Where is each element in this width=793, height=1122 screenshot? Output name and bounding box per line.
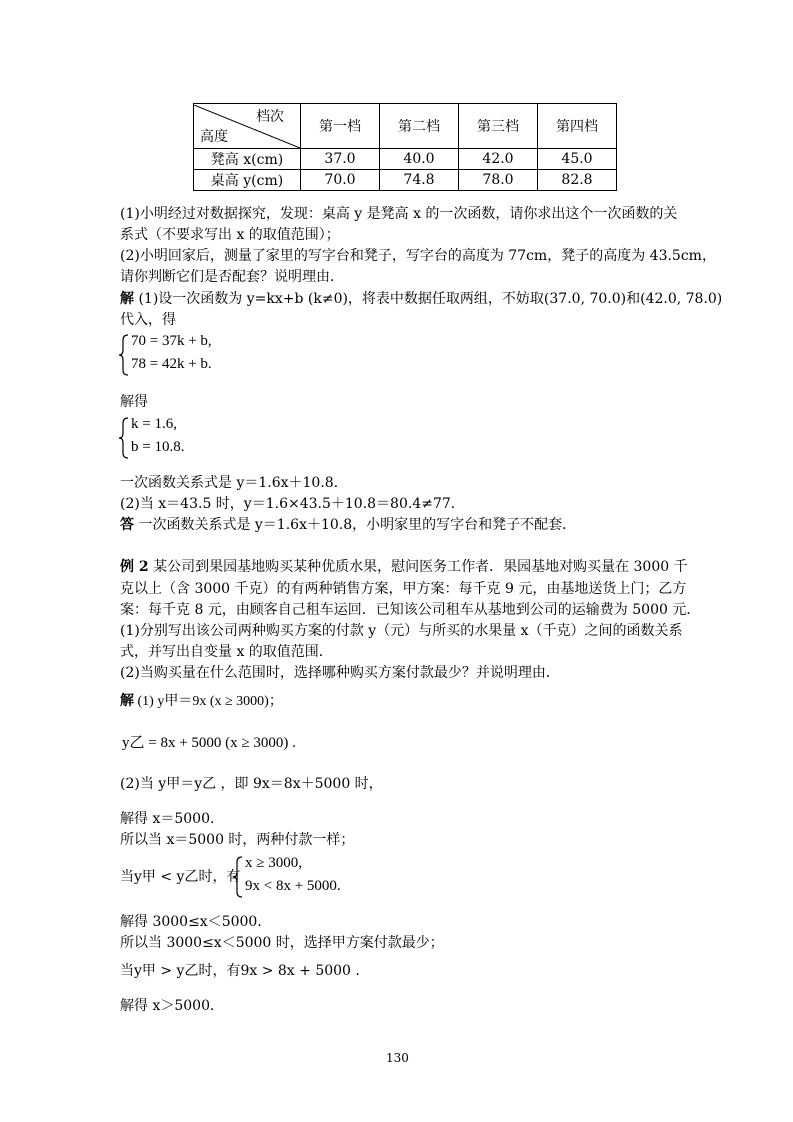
table-header: 第四档	[538, 104, 617, 149]
solution2-label: 解	[120, 693, 134, 709]
table-cell: 78.0	[459, 170, 538, 191]
left-brace	[118, 334, 130, 376]
table-cell: 74.8	[380, 170, 459, 191]
solution-label: 解	[120, 291, 134, 307]
system2-equation2: b = 10.8.	[131, 439, 185, 455]
system3-equation2: 9x < 8x + 5000.	[245, 878, 341, 894]
answer-label: 答	[120, 517, 134, 533]
solution2-line3: (2)当 y甲＝y乙 ，即 9x＝8x＋5000 时，	[120, 776, 383, 792]
solution-line1	[120, 288, 722, 308]
system1-equation1: 70 = 37k + b,	[131, 333, 212, 349]
answer-line	[120, 514, 576, 534]
example-2-text: 某公司到果园基地购买某种优质水果，慰问医务工作者．果园基地对购买量在 3000 千	[148, 559, 688, 575]
solution2-line4: 解得 x＝5000．	[120, 811, 224, 827]
example-2-question1-line2: 式，并写出自变量 x 的取值范围．	[120, 644, 333, 660]
solution2-line9: 当y甲 > y乙时，有9x > 8x + 5000 .	[120, 963, 360, 979]
left-brace	[118, 417, 130, 459]
row-label-stool: 凳高 x(cm)	[194, 149, 301, 170]
solution2-text: (1) y甲＝9x (x ≥ 3000)；	[134, 694, 283, 709]
table-header: 第三档	[459, 104, 538, 149]
corner-top-label: 档次	[256, 108, 284, 125]
table-header: 第一档	[301, 104, 380, 149]
question-1-line1: (1)小明经过对数据探究，发现：桌高 y 是凳高 x 的一次函数，请你求出这个一次函数的关	[120, 206, 678, 222]
table-cell: 42.0	[459, 149, 538, 170]
system1-equation2: 78 = 42k + b.	[131, 356, 212, 372]
table-cell: 37.0	[301, 149, 380, 170]
solution2-line7: 解得 3000≤x＜5000．	[120, 914, 272, 930]
system2-equation1: k = 1.6,	[131, 416, 177, 432]
question-1-line2: 系式（不要求写出 x 的取值范围）；	[120, 227, 340, 243]
example-2-question2: (2)当购买量在什么范围时，选择哪种购买方案付款最少？并说明理由．	[120, 665, 560, 681]
table-header: 第二档	[380, 104, 459, 149]
solution2-line1	[120, 690, 283, 710]
question-2-line2: 请你判断它们是否配套？说明理由．	[120, 269, 344, 285]
solved-label-1: 解得	[120, 394, 148, 410]
table-cell: 45.0	[538, 149, 617, 170]
row-label-desk: 桌高 y(cm)	[194, 170, 301, 191]
left-brace	[232, 856, 244, 898]
corner-bottom-label: 高度	[200, 128, 228, 145]
example-2-label: 例 2	[120, 559, 149, 575]
solution2-line10: 解得 x＞5000．	[120, 998, 224, 1014]
solution-line2: 代入，得	[120, 312, 176, 328]
function-relation: 一次函数关系式是 y＝1.6x＋10.8．	[120, 475, 348, 491]
example-2-line2: 克以上（含 3000 千克）的有两种销售方案，甲方案：每千克 9 元，由基地送货上门；乙方	[120, 581, 687, 597]
part-2-computation: (2)当 x＝43.5 时，y＝1.6×43.5＋10.8＝80.4≠77．	[120, 496, 465, 512]
solution2-line2: y乙 = 8x + 5000 (x ≥ 3000) .	[122, 735, 296, 751]
example-2-line1	[120, 556, 688, 576]
question-2-line1: (2)小明回家后，测量了家里的写字台和凳子，写字台的高度为 77cm，凳子的高度为 43.5cm，	[120, 248, 716, 264]
data-table	[193, 103, 617, 191]
system3-equation1: x ≥ 3000,	[245, 855, 302, 871]
table-cell: 40.0	[380, 149, 459, 170]
table-cell: 82.8	[538, 170, 617, 191]
page-number: 130	[386, 1051, 409, 1065]
example-2-line3: 案：每千克 8 元，由顾客自己租车运回．已知该公司租车从基地到公司的运输费为 5000 元．	[120, 602, 701, 618]
solution2-line5: 所以当 x＝5000 时，两种付款一样；	[120, 832, 355, 848]
solution2-line8: 所以当 3000≤x＜5000 时，选择甲方案付款最少；	[120, 935, 444, 951]
solution-text: (1)设一次函数为 y=kx+b (k≠0)，将表中数据任取两组，不妨取(37.0, 70.0)和(42.0, 78.0)	[134, 291, 723, 307]
solution2-line6: 当y甲 < y乙时，有	[120, 869, 241, 885]
answer-text: 一次函数关系式是 y＝1.6x＋10.8，小明家里的写字台和凳子不配套．	[134, 517, 577, 533]
table-cell: 70.0	[301, 170, 380, 191]
table-corner-cell	[194, 104, 301, 149]
example-2-question1-line1: (1)分别写出该公司两种购买方案的付款 y（元）与所买的水果量 x（千克）之间的函数关系	[120, 623, 683, 639]
